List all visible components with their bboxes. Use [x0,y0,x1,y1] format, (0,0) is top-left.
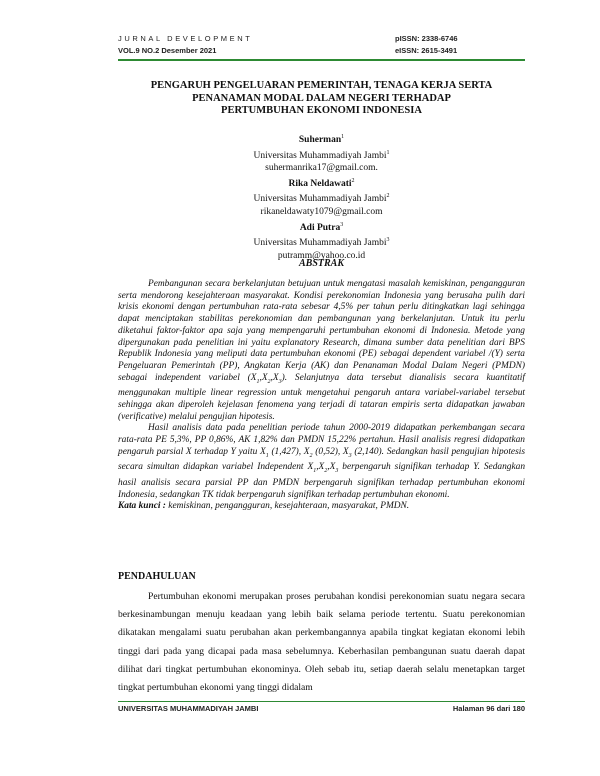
footer-rule [118,701,525,702]
author-affiliation: Universitas Muhammadiyah Jambi$^3$ [253,237,390,249]
issn-block [395,33,458,57]
journal-volume: VOL.9 NO.2 Desember 2021 [118,46,217,55]
abstract-paragraph: Hasil analisis data pada penelitian periode tahun 2000-2019 didapatkan perkembangan secara rata-rata PE 5,3%, PP 0,86%, AK 1,82% dan PMDN 15,22% pertahun. Hasil analisis regresi didapatkan pengaruh parsial X terhadap Y yaitu $X_1$ (1,427), $X_2$ (0,52), $X_3$ (2,140). Sedangkan hasil pengujian hipotesis secara simultan didapkan variabel Independent $X_1,X_2,X_3$ berpengaruh signifikan terhadap Y. Sedangkan hasil analisis secara parsial PP dan PMDN berpengaruh signifikan terhadap pertumbuhan ekonomi Indonesia, sedangkan TK tidak berpengaruh signifikan terhadap pertumbuhan ekonomi. [118,423,526,500]
abstract-paragraph: Pembangunan secara berkelanjutan betujuan untuk mengatasi masalah kemiskinan, pengangguran serta mendorong kesejahteraan masyarakat. Kondisi perekonomian Indonesia yang berusaha pulih dari krisis ekonomi dengan pertumbuhan rata-rata sebesar 4,5% per tahun perlu ditingkatkan lagi sehingga dapat menciptakan stabilitas perekonomian dan pembangunan yang berkelanjutan. Untuk itu perlu diketahui faktor-faktor apa saja yang mempengaruhi pertumbuhan ekonomi di Indonesia. Metode yang dipergunakan pada penelitian ini yaitu explanatory Research, dimana sumber data penelitian dari BPS Republik Indonesia yang meliputi data pertumbuhan ekonomi (PE) sebagai dependent variabel /(Y) serta Pengeluaran Pemerintah (PP), Angkatan Kerja (AK) dan Penanaman Modal Dalam Negeri (PMDN) sebagai independent variabel $(X_1,X_2,X_3)$. Selanjutnya data tersebut dianalisis secara kuantitatif menggunakan multiple linear regression untuk mengetahui pengaruh antara variabel-variabel tersebut sehingga akan diperoleh kejelasan fenomena yang terjadi di tataran empiris serta didapatkan jawaban (verificative) melalui pengujian hipotesis. [118,279,525,422]
author-block [118,131,525,262]
title-line: PENGARUH PENGELUARAN PEMERINTAH, TENAGA KERJA SERTA [150,80,493,91]
eissn: eISSN: 2615-3491 [395,46,458,55]
body-paragraph: Pertumbuhan ekonomi merupakan proses perubahan kondisi perekonomian suatu negara secara berkesinambungan menuju keadaan yang lebih baik selama periode tertentu. Suatu perekonomian dikatakan mengalami suatu perubahan akan perkembangannya apabila tingkat kegiatan ekonomi lebih tinggi dari pada yang dicapai pada masa sebelumnya. Keberhasilan pembangunan suatu daerah dapat dilihat dari tingkat pertumbuhan ekonominya. Oleh sebab itu, setiap daerah selalu menetapkan target tingkat pertumbuhan ekonomi yang tinggi didalam [118,591,525,694]
author-email: rikaneldawaty1079@gmail.com [260,207,383,218]
paper-title [118,80,525,118]
keywords: Kata kunci : kemiskinan, pengangguran, kesejahteraan, masyarakat, PMDN. [118,501,410,512]
journal-header [118,33,252,57]
pissn: pISSN: 2338-6746 [395,34,458,43]
title-line: PERTUMBUHAN EKONOMI INDONESIA [221,105,422,116]
section-heading: PENDAHULUAN [118,571,196,582]
author-affiliation: Universitas Muhammadiyah Jambi$^1$ [253,149,390,161]
journal-name: JURNAL DEVELOPMENT [118,34,253,43]
author-name: Adi Putra$^3$ [299,221,344,233]
author-name: Rika Neldawati$^2$ [288,177,355,189]
author-email: putramm@yahoo.co.id [277,250,366,261]
author-email: suhermanrika17@gmail.com. [265,163,378,174]
author-affiliation: Universitas Muhammadiyah Jambi$^2$ [253,193,390,205]
abstract-heading: ABSTRAK [298,258,345,269]
footer-university: UNIVERSITAS MUHAMMADIYAH JAMBI [118,704,259,713]
abstract-body [118,279,525,513]
header-rule [118,59,525,61]
author-name: Suherman$^1$ [298,134,345,146]
footer-page-number: Halaman 96 dari 180 [452,704,525,713]
title-line: PENANAMAN MODAL DALAM NEGERI TERHADAP [192,92,451,104]
